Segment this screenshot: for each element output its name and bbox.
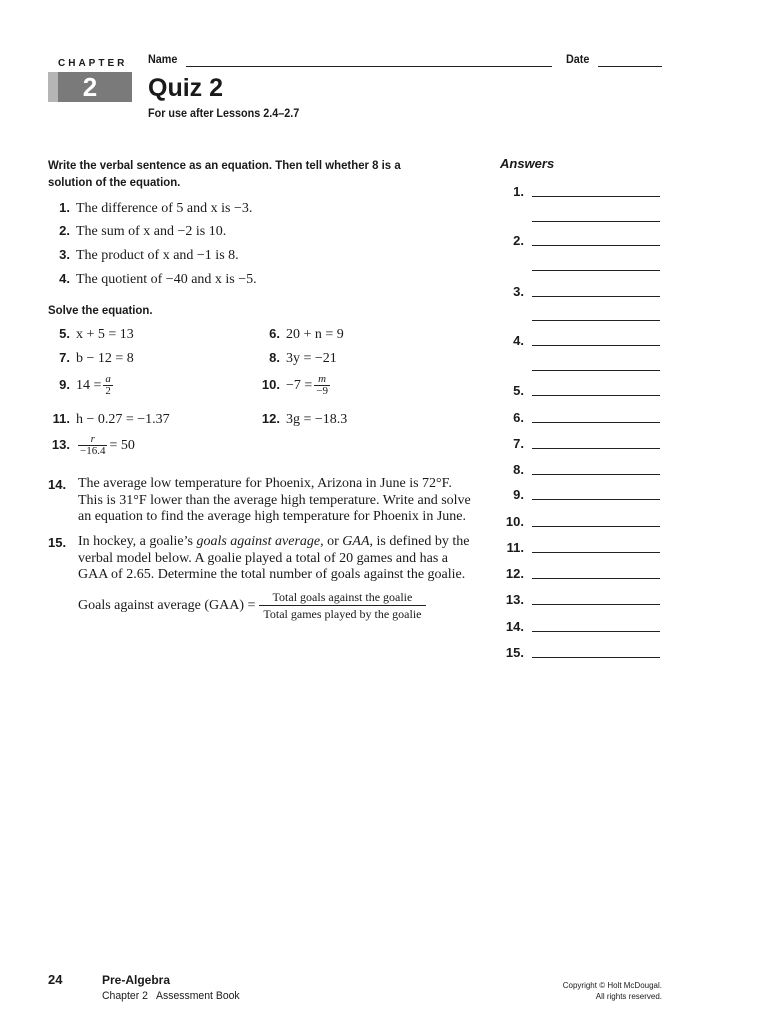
answer-label-9: 9. (513, 487, 524, 502)
equation-lhs: 14 = (76, 378, 102, 394)
question-text: The product of x and −1 is 8. (76, 248, 239, 263)
formula-denominator: Total games played by the goalie (259, 605, 425, 622)
question-number: 3. (59, 247, 70, 262)
fraction-denominator: −9 (316, 385, 329, 397)
fraction (78, 434, 107, 457)
answer-blank-3-continued[interactable] (532, 320, 660, 321)
name-label: Name (148, 52, 178, 66)
question-13 (48, 434, 135, 457)
answer-blank-12[interactable] (532, 578, 660, 579)
answer-label-15: 15. (505, 645, 524, 660)
question-3 (48, 246, 239, 264)
question-number: 7. (59, 350, 70, 365)
formula-fraction (259, 589, 425, 622)
page-title: Quiz 2 (148, 74, 224, 102)
question-number: 5. (59, 326, 70, 341)
fraction-denominator: −16.4 (80, 445, 106, 457)
fraction-numerator: r (90, 433, 95, 445)
copyright-line1: Copyright © Holt McDougal. (562, 981, 662, 990)
question-9 (48, 374, 115, 397)
question-number: 8. (269, 350, 280, 365)
question-text: The sum of x and −2 is 10. (76, 224, 227, 239)
answer-label-4: 4. (513, 333, 524, 348)
page-number: 24 (48, 972, 63, 987)
question-4 (48, 270, 257, 288)
answer-label-5: 5. (513, 383, 524, 398)
answer-label-3: 3. (513, 284, 524, 299)
answer-blank-15[interactable] (532, 657, 660, 658)
formula-numerator: Total goals against the goalie (272, 590, 413, 604)
question-15-line3: GAA of 2.65. Determine the total number of goals against the goalie. (78, 567, 466, 582)
answer-blank-7[interactable] (532, 448, 660, 449)
answer-label-6: 6. (513, 410, 524, 425)
answer-label-12: 12. (505, 566, 524, 581)
answer-label-11: 11. (506, 540, 524, 555)
book-title: Pre-Algebra (102, 973, 171, 987)
answer-label-8: 8. (513, 462, 524, 477)
chapter-number-badge: 2 (48, 72, 132, 102)
text-run: , or (320, 534, 343, 549)
date-field[interactable] (598, 66, 662, 67)
question-text: 3y = −21 (286, 351, 337, 366)
question-1 (48, 199, 252, 217)
question-15-number: 15. (48, 535, 67, 550)
copyright-line2: All rights reserved. (595, 992, 662, 1001)
question-11 (48, 410, 170, 428)
question-text: The difference of 5 and x is −3. (76, 201, 253, 216)
section1-instructions-line1: Write the verbal sentence as an equation. Then tell whether 8 is a (48, 158, 401, 172)
fraction-numerator: a (105, 373, 111, 385)
question-number: 4. (59, 271, 70, 286)
answer-blank-4[interactable] (532, 345, 660, 346)
question-8 (258, 349, 337, 367)
question-14-number: 14. (48, 477, 67, 492)
question-14-text (78, 476, 483, 526)
name-field[interactable] (186, 66, 552, 67)
question-number: 10. (261, 377, 280, 393)
answer-label-10: 10. (505, 514, 524, 529)
term-italic: goals against average (196, 534, 321, 549)
question-number: 6. (269, 326, 280, 341)
question-12 (258, 410, 347, 428)
section2-instructions: Solve the equation. (48, 303, 153, 317)
answer-label-14: 14. (505, 619, 524, 634)
question-5 (48, 325, 134, 343)
answer-blank-1[interactable] (532, 196, 660, 197)
chapter-label: CHAPTER (58, 58, 128, 69)
answer-blank-10[interactable] (532, 526, 660, 527)
question-6 (258, 325, 344, 343)
question-text: x + 5 = 13 (76, 327, 134, 342)
answer-blank-11[interactable] (532, 552, 660, 553)
question-number: 2. (59, 223, 70, 238)
question-number: 11. (52, 411, 70, 426)
question-text: The quotient of −40 and x is −5. (76, 272, 257, 287)
page-subtitle: For use after Lessons 2.4–2.7 (148, 106, 300, 120)
gaa-formula (78, 589, 426, 622)
question-14-line1: The average low temperature for Phoenix, Arizona in June is 72°F. (78, 476, 452, 491)
question-number: 9. (59, 377, 70, 393)
question-15-line1 (78, 534, 483, 551)
answer-blank-8[interactable] (532, 474, 660, 475)
answer-blank-2[interactable] (532, 245, 660, 246)
equation-rhs: = 50 (109, 438, 135, 454)
text-run: In hockey, a goalie’s (78, 534, 197, 549)
question-text: 3g = −18.3 (286, 412, 348, 427)
fraction (103, 374, 113, 397)
equation-lhs: −7 = (286, 378, 313, 394)
question-14-line2: This is 31°F lower than the average high temperature. Write and solve (78, 492, 471, 508)
answer-blank-6[interactable] (532, 422, 660, 423)
fraction-numerator: m (318, 373, 327, 385)
answer-label-1: 1. (513, 184, 524, 199)
answer-blank-4-continued[interactable] (532, 370, 660, 371)
question-14-line3: an equation to find the average high temperature for Phoenix in June. (78, 509, 466, 524)
chapter-badge-stripe (48, 72, 58, 102)
term-italic: GAA (342, 534, 370, 549)
section1-instructions (48, 157, 401, 191)
answer-blank-13[interactable] (532, 604, 660, 605)
question-15-text (78, 534, 483, 584)
book-subtitle: Chapter 2 Assessment Book (102, 990, 240, 1002)
copyright (563, 980, 662, 1002)
answers-heading: Answers (500, 156, 555, 171)
answer-blank-2-continued[interactable] (532, 270, 660, 271)
question-15-line2: verbal model below. A goalie played a total of 20 games and has a (78, 550, 448, 566)
fraction (314, 374, 330, 397)
answer-blank-14[interactable] (532, 631, 660, 632)
question-7 (48, 349, 134, 367)
answer-label-2: 2. (513, 233, 524, 248)
section1-instructions-line2: solution of the equation. (48, 175, 181, 189)
question-text: b − 12 = 8 (76, 351, 134, 366)
question-number: 13. (51, 437, 70, 453)
answer-label-7: 7. (513, 436, 524, 451)
date-label: Date (566, 52, 590, 66)
question-number: 12. (261, 411, 280, 426)
question-number: 1. (59, 200, 70, 215)
question-text: 20 + n = 9 (286, 327, 344, 342)
answer-blank-3[interactable] (532, 296, 660, 297)
answer-blank-1-continued[interactable] (532, 221, 660, 222)
question-2 (48, 222, 226, 240)
fraction-denominator: 2 (105, 385, 111, 397)
answer-blank-5[interactable] (532, 395, 660, 396)
answer-label-13: 13. (505, 592, 524, 607)
text-run: , is defined by the (369, 534, 470, 549)
question-10 (258, 374, 332, 397)
answer-blank-9[interactable] (532, 499, 660, 500)
question-text: h − 0.27 = −1.37 (76, 412, 170, 427)
formula-lhs: Goals against average (GAA) = (78, 597, 256, 613)
